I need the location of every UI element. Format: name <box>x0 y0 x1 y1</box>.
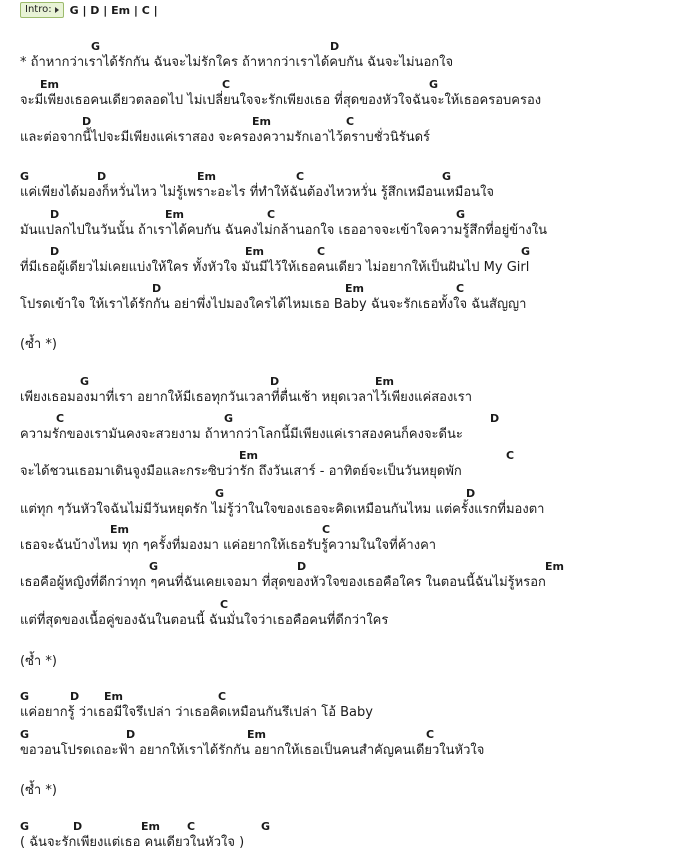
chord[interactable]: D <box>297 560 307 573</box>
chord[interactable]: D <box>70 690 80 703</box>
song-line <box>20 38 670 72</box>
lyric-line: ความรักของเรามันคงจะสวยงาม ถ้าหากว่าโลกนี้มีเพียงแค่เราสองคนก็คงจะดีนะ <box>20 427 463 442</box>
chord[interactable]: G <box>149 560 159 573</box>
chord[interactable]: G <box>20 728 30 741</box>
chord[interactable]: C <box>317 245 326 258</box>
chord[interactable]: G <box>224 412 234 425</box>
chord[interactable]: C <box>456 282 465 295</box>
song-line <box>20 113 670 147</box>
chord[interactable]: G <box>80 375 90 388</box>
chord[interactable]: C <box>426 728 435 741</box>
lyric-line: มันแปลกไปในวันนั้น ถ้าเราได้คบกัน ฉันคงไม่กล้านอกใจ เธออาจจะเข้าใจความรู้สึกที่อยู่ข้างใน <box>20 223 547 238</box>
song-line <box>20 373 670 407</box>
chord[interactable]: C <box>296 170 305 183</box>
lyric-line: แต่ทุก ๆวันหัวใจฉันไม่มีวันหยุดรัก ไม่รู้ว่าในใจของเธอจะคิดเหมือนกันไหม แต่ครั้งแรกที่มองตา <box>20 502 545 517</box>
chord[interactable]: D <box>97 170 107 183</box>
chord[interactable]: D <box>490 412 500 425</box>
song-line <box>20 206 670 240</box>
song-line <box>20 485 670 519</box>
chord[interactable]: C <box>220 598 229 611</box>
chord[interactable]: G <box>20 690 30 703</box>
song-line <box>20 596 670 630</box>
lyric-line: จะมีเพียงเธอคนเดียวตลอดไป ไม่เปลี่ยนใจจะรักเพียงเธอ ที่สุดของหัวใจฉันจะให้เธอครอบครอง <box>20 93 542 108</box>
chord[interactable]: G <box>20 820 30 833</box>
chord[interactable]: G <box>456 208 466 221</box>
chord[interactable]: Em <box>239 449 258 462</box>
chord[interactable]: G <box>429 78 439 91</box>
chord[interactable]: G <box>521 245 531 258</box>
chord[interactable]: Em <box>375 375 394 388</box>
lyric-line: * ถ้าหากว่าเราได้รักกัน ฉันจะไม่รักใคร ถ้าหากว่าเราได้คบกัน ฉันจะไม่นอกใจ <box>20 55 454 70</box>
song-line <box>20 521 670 555</box>
chord[interactable]: D <box>152 282 162 295</box>
song-line <box>20 447 670 481</box>
intro-play-button[interactable] <box>20 2 64 18</box>
song-line <box>20 410 670 444</box>
lyric-line: ที่มีเธอผู้เดียวไม่เคยแบ่งให้ใคร ทั้งหัวใจ มันมีไว้ให้เธอคนเดียว ไม่อยากให้เป็นฝันไป My Girl <box>20 260 530 275</box>
chord[interactable]: D <box>50 245 60 258</box>
chord[interactable]: D <box>126 728 136 741</box>
chord[interactable]: C <box>218 690 227 703</box>
lyric-line: ขอวอนโปรดเถอะฟ้า อยากให้เราได้รักกัน อยากให้เธอเป็นคนสำคัญคนเดียวในหัวใจ <box>20 743 485 758</box>
chord[interactable]: C <box>267 208 276 221</box>
chord[interactable]: D <box>82 115 92 128</box>
chord[interactable]: Em <box>345 282 364 295</box>
chord[interactable]: Em <box>104 690 123 703</box>
play-icon <box>55 7 59 13</box>
lyric-line: โปรดเข้าใจ ให้เราได้รักกัน อย่าพึ่งไปมองใครได้ไหมเธอ Baby ฉันจะรักเธอทั้งใจ ฉันสัญญา <box>20 297 527 312</box>
chord[interactable]: Em <box>245 245 264 258</box>
intro-chords: G | D | Em | C | <box>69 3 158 17</box>
chord[interactable]: D <box>330 40 340 53</box>
chord[interactable]: D <box>270 375 280 388</box>
intro-label: Intro: <box>25 4 52 15</box>
song-line <box>20 558 670 592</box>
lyric-line: ( ฉันจะรักเพียงแต่เธอ คนเดียวในหัวใจ ) <box>20 835 245 850</box>
chord[interactable]: Em <box>197 170 216 183</box>
song-line <box>20 280 670 314</box>
chord[interactable]: D <box>73 820 83 833</box>
lyric-line: เพียงเธอมองมาที่เรา อยากให้มีเธอทุกวันเวลาที่ตื่นเช้า หยุดเวลาไว้เพียงแค่สองเรา <box>20 390 473 405</box>
chord[interactable]: G <box>91 40 101 53</box>
chord[interactable]: G <box>215 487 225 500</box>
lyric-line: จะได้ชวนเธอมาเดินจูงมือและกระซิบว่ารัก ถึงวันเสาร์ - อาทิตย์จะเป็นวันหยุดพัก <box>20 464 462 479</box>
chord[interactable]: C <box>187 820 196 833</box>
chord[interactable]: Em <box>165 208 184 221</box>
repeat-marker: (ซ้ำ *) <box>20 783 57 798</box>
chord[interactable]: C <box>222 78 231 91</box>
chord[interactable]: Em <box>40 78 59 91</box>
lyric-line: แค่เพียงได้มองก็หวั่นไหว ไม่รู้เพราะอะไร ที่ทำให้ฉันต้องไหวหวั่น รู้สึกเหมือนเหมือนใจ <box>20 185 495 200</box>
repeat-marker: (ซ้ำ *) <box>20 337 57 352</box>
song-line <box>20 726 670 760</box>
chord[interactable]: Em <box>141 820 160 833</box>
lyric-line: แค่อยากรู้ ว่าเธอมีใจรึเปล่า ว่าเธอคิดเหมือนกันรึเปล่า โอ้ Baby <box>20 705 373 720</box>
chord[interactable]: G <box>442 170 452 183</box>
song-line <box>20 168 670 202</box>
lyric-line: เธอจะฉันบ้างไหม ทุก ๆครั้งที่มองมา แค่อยากให้เธอรับรู้ความในใจที่ค้างคา <box>20 538 437 553</box>
lyric-line: แต่ที่สุดของเนื้อคู่ของฉันในตอนนี้ ฉันมั่นใจว่าเธอคือคนที่ดีกว่าใคร <box>20 613 389 628</box>
chord[interactable]: Em <box>252 115 271 128</box>
chord[interactable]: C <box>346 115 355 128</box>
chord[interactable]: C <box>506 449 515 462</box>
song-line <box>20 688 670 722</box>
intro-bar <box>20 3 158 17</box>
song-line <box>20 243 670 277</box>
chord[interactable]: D <box>50 208 60 221</box>
song-line <box>20 76 670 110</box>
chord[interactable]: Em <box>110 523 129 536</box>
chord[interactable]: G <box>261 820 271 833</box>
chord[interactable]: Em <box>247 728 266 741</box>
chord[interactable]: Em <box>545 560 564 573</box>
lyric-line: และต่อจากนี้ไปจะมีเพียงแค่เราสอง จะครองความรักเอาไว้ตราบชั่วนิรันดร์ <box>20 130 431 145</box>
chord[interactable]: C <box>322 523 331 536</box>
lyric-line: เธอคือผู้หญิงที่ดีกว่าทุก ๆคนที่ฉันเคยเจอมา ที่สุดของหัวใจของเธอคือใคร ในตอนนี้ฉันไม่รู้หรอก <box>20 575 546 590</box>
chord[interactable]: D <box>466 487 476 500</box>
song-line <box>20 818 670 852</box>
chord[interactable]: C <box>56 412 65 425</box>
repeat-marker: (ซ้ำ *) <box>20 654 57 669</box>
chord[interactable]: G <box>20 170 30 183</box>
